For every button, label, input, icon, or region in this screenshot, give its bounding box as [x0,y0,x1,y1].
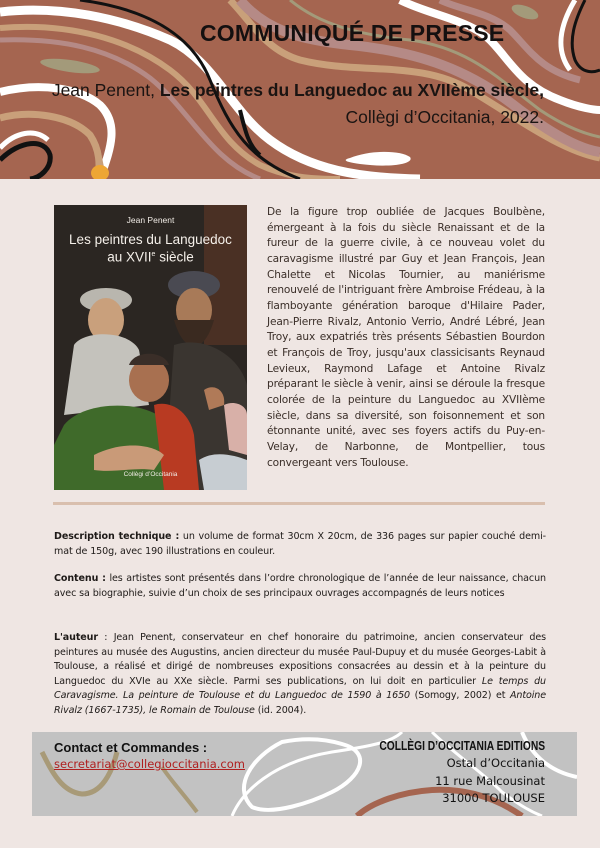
cover-title-line2: au XVII [107,249,152,265]
author-name: Jean Penent, [51,80,155,100]
work-ref-2: (id. 2004). [254,704,307,716]
technical-text: un volume de format 30cm X 20cm, de 336 pages sur papier couché demi-mat de 150g, avec 190 illustrations en couleur. [54,531,546,557]
contact-footer [32,732,577,816]
technical-description [54,530,546,559]
book-description: De la figure trop oubliée de Jacques Boulbène, émergeant à la fois du siècle Renaissant et de la fureur de la guerre civile, à ce nouveau volet du caravagisme illustré par Guy et Jean François, Jean Chalette et Nicolas Tournier, au maniérisme renouvelé de l'intriguant frère Ambroise Frédeau, à la flamboyante génération baroque d'Hilaire Pader, Jean-Pierre Rivalz, Antonio Verrio, André Lébré, Jean Troy, aux expatriés très présents Sébastien Bourdon et François de Troy, jusqu'aux classicisants Reynaud Levieux, Raymond Lafage et Antoine Rivalz préparant le siècle à venir, ainsi se déroule la fresque colorée de la peinture du Languedoc au XVIIème siècle, dans sa diversité, son foisonnement et son étonnante unité, avec ses foyers actifs du Puy-en-Velay, de Narbonne, de Montpellier, tous convergeant vers Toulouse. [267,206,545,469]
address-line-1: Ostal d’Occitania [446,756,545,770]
author-text: : Jean Penent, conservateur en chef honoraire du patrimoine, ancien conservateur des peintures au musée des Augustins, ancien directeur du musée Paul-Dupuy et du musée Georges-Labit à Toulouse, a réalisé et dirigé de nombreuses expositions consacrées au dessin et à la peinture du Languedoc du XVIe au XXe siècle. Parmi ses publications, on lui doit en particulier [54,632,546,687]
contact-label: Contact et Commandes : [54,740,208,755]
work-title-1: Le temps du Caravagisme. La peinture de Toulouse et du Languedoc de 1590 à 1650 [54,675,546,702]
cover-author: Jean Penent [126,215,175,225]
content-label: Contenu : [54,573,106,584]
content-description [54,572,546,601]
contact-email-link[interactable]: secretariat@collegioccitania.com [54,757,245,771]
cover-title-line2-end: siècle [155,249,194,265]
address-line-3: 31000 TOULOUSE [442,791,545,805]
section-divider [53,502,545,505]
work-ref-1: (Somogy, 2002) et [410,690,510,702]
book-cover-image [54,205,247,490]
cover-title-sup: e [151,251,156,258]
header-banner [0,0,600,179]
author-biography [54,631,546,719]
cover-title [54,232,247,265]
address-line-2: 11 rue Malcousinat [435,774,545,788]
book-title: Les peintres du Languedoc au XVIIème siècle, [159,80,544,100]
cover-title-line1: Les peintres du Languedoc [69,232,232,247]
cover-publisher: Collègi d’Occitania [123,471,178,478]
technical-label: Description technique : [54,531,180,542]
publisher-year: Collègi d’Occitania, 2022. [345,107,544,127]
work-title-2: Antoine Rivalz (1667-1735), le Romain de Toulouse [54,690,547,716]
author-label: L'auteur [54,632,98,643]
book-citation-line [52,80,544,101]
press-release-title: COMMUNIQUÉ DE PRESSE [200,20,505,46]
content-text: les artistes sont présentés dans l’ordre chronologique de l’année de leur naissance, chacun avec sa biographie, suivie d’un choix de ses principaux ouvrages accompagnés de leurs notices [54,573,546,599]
publisher-name: COLLÈGI D’OCCITANIA EDITIONS [379,739,545,753]
